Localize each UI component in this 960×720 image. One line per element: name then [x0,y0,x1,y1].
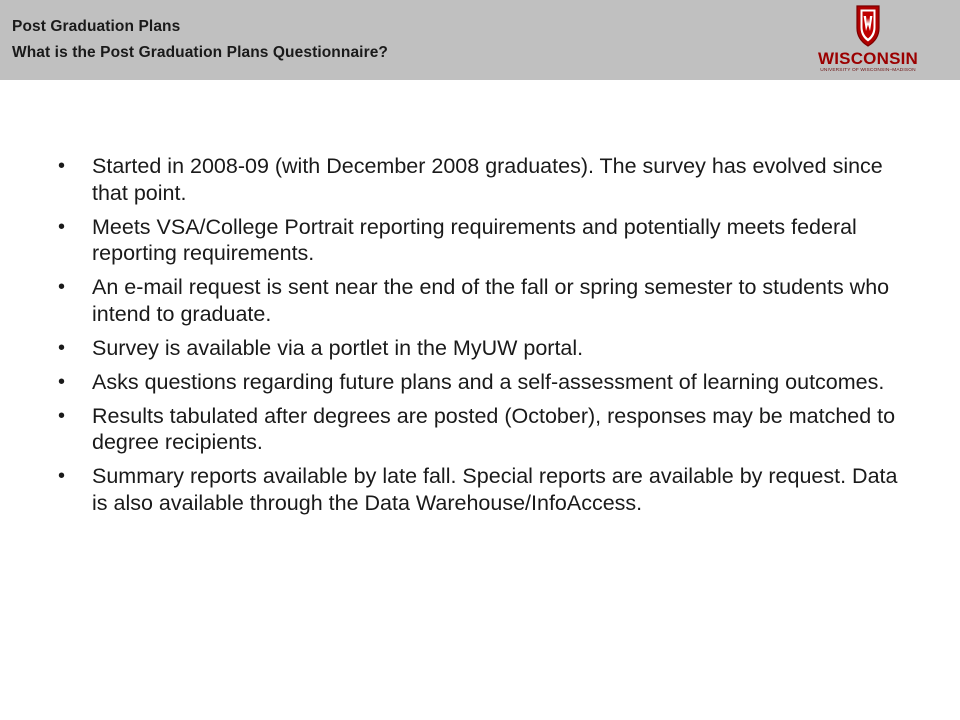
list-item [57,153,907,206]
list-item [57,369,907,396]
list-item [57,403,907,456]
bullet-text: Results tabulated after degrees are posted (October), responses may be matched to degree recipients. [92,403,896,454]
bullet-dot-icon: • [58,155,66,177]
bullet-dot-icon: • [58,465,66,487]
list-item [57,214,907,267]
header-title: Post Graduation Plans [12,18,181,35]
uw-logo [812,4,924,76]
header-subtitle: What is the Post Graduation Plans Questionnaire? [12,44,388,61]
logo-tagline: UNIVERSITY OF WISCONSIN–MADISON [820,68,916,73]
bullet-text: Summary reports available by late fall. Special reports are available by request. Data is also available through the Data Warehouse/InfoAccess. [92,464,898,515]
bullet-text: An e-mail request is sent near the end of the fall or spring semester to students who intend to graduate. [92,275,890,326]
bullet-text: Meets VSA/College Portrait reporting requirements and potentially meets federal reporting requirements. [92,214,857,265]
list-item [57,274,907,327]
bullet-dot-icon: • [58,336,66,359]
bullet-list [57,153,907,524]
bullet-dot-icon: • [58,215,66,238]
bullet-text: Started in 2008-09 (with December 2008 graduates). The survey has evolved since that point. [92,154,883,205]
bullet-text: Survey is available via a portlet in the MyUW portal. [92,335,584,360]
bullet-dot-icon: • [58,370,66,393]
bullet-dot-icon: • [58,404,66,427]
header-band [0,0,960,80]
list-item [57,463,907,516]
logo-wordmark: WISCONSIN [817,49,919,68]
list-item [57,335,907,362]
uw-crest-icon [854,4,882,48]
bullet-dot-icon: • [58,276,66,298]
bullet-text: Asks questions regarding future plans and a self-assessment of learning outcomes. [92,369,885,394]
